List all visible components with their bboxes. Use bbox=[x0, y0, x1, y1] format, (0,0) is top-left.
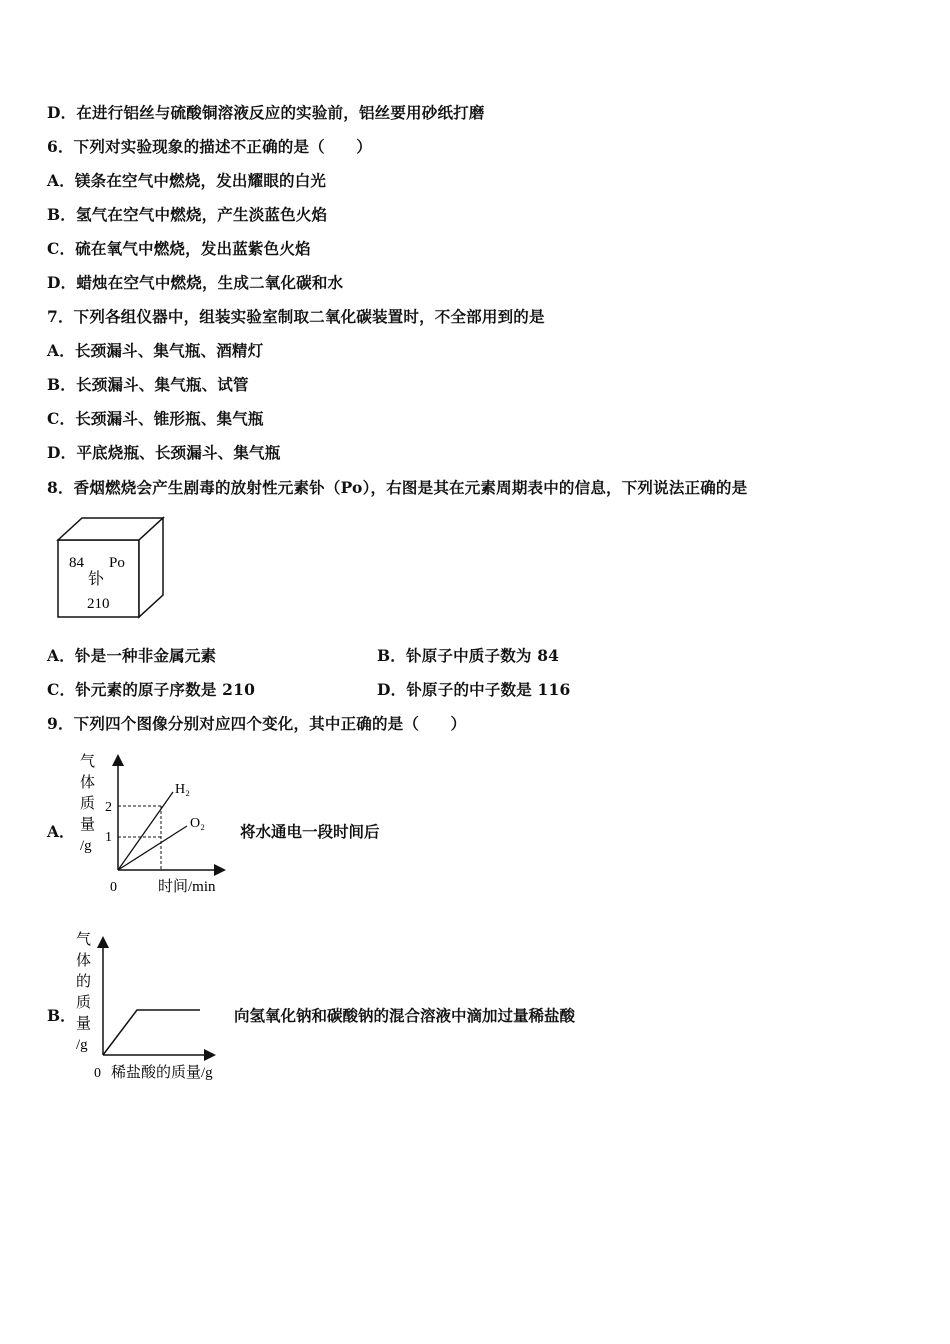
q8-option-d: D．钋原子的中子数是 116 bbox=[377, 680, 571, 699]
q6-stem: 6．下列对实验现象的描述不正确的是（ ） bbox=[47, 137, 372, 156]
element-card bbox=[55, 515, 167, 621]
q7-option-d: D．平底烧瓶、长颈漏斗、集气瓶 bbox=[47, 443, 281, 462]
fig-a-series-o2 bbox=[118, 826, 187, 870]
element-number: 84 bbox=[69, 555, 84, 571]
q7-option-b: B．长颈漏斗、集气瓶、试管 bbox=[47, 375, 249, 394]
fig-a-ylabel-unit: /g bbox=[80, 838, 92, 854]
element-symbol: Po bbox=[109, 555, 125, 571]
q7-option-a: A．长颈漏斗、集气瓶、酒精灯 bbox=[47, 341, 264, 360]
q7-stem: 7．下列各组仪器中，组装实验室制取二氧化碳装置时，不全部用到的是 bbox=[47, 307, 545, 326]
q8-option-c: C．钋元素的原子序数是 210 bbox=[47, 680, 256, 699]
q6-option-a: A．镁条在空气中燃烧，发出耀眼的白光 bbox=[47, 171, 327, 190]
q8-option-a: A．钋是一种非金属元素 bbox=[47, 646, 217, 665]
element-name: 钋 bbox=[88, 571, 105, 588]
fig-b-ylabel-char: 的 bbox=[76, 974, 92, 990]
q8-stem: 8．香烟燃烧会产生剧毒的放射性元素钋（Po），右图是其在元素周期表中的信息，下列说法正确的是 bbox=[47, 478, 748, 497]
fig-b-series-line bbox=[103, 1010, 200, 1055]
fig-a-option-label: A． bbox=[47, 822, 75, 841]
fig-a-caption: 将水通电一段时间后 bbox=[240, 822, 380, 841]
q8-option-b: B．钋原子中质子数为 84 bbox=[377, 646, 560, 665]
q5-option-d: D．在进行铝丝与硫酸铜溶液反应的实验前，铝丝要用砂纸打磨 bbox=[47, 103, 485, 122]
fig-a-ylabel-char: 量 bbox=[80, 817, 96, 833]
q6-option-b: B．氢气在空气中燃烧，产生淡蓝色火焰 bbox=[47, 205, 328, 224]
fig-a-ytick-1: 1 bbox=[105, 830, 112, 845]
fig-b-ylabel-unit: /g bbox=[76, 1037, 88, 1053]
fig-b-option-label: B． bbox=[47, 1006, 76, 1025]
q9-stem: 9．下列四个图像分别对应四个变化，其中正确的是（ ） bbox=[47, 714, 467, 733]
fig-a-ylabel-char: 体 bbox=[80, 775, 96, 791]
fig-b-ylabel-char: 质 bbox=[76, 995, 92, 1011]
fig-b-caption: 向氢氧化钠和碳酸钠的混合溶液中滴加过量稀盐酸 bbox=[234, 1006, 576, 1025]
fig-b-ylabel-char: 体 bbox=[76, 953, 92, 969]
fig-a-ylabel-char: 质 bbox=[80, 796, 96, 812]
fig-b-ylabel-char: 气 bbox=[76, 932, 92, 948]
fig-a-ytick-2: 2 bbox=[105, 800, 112, 815]
fig-b-origin: 0 bbox=[94, 1066, 101, 1081]
fig-a-ylabel-char: 气 bbox=[80, 754, 96, 770]
fig-b-chart bbox=[70, 928, 235, 1086]
fig-b-ylabel-char: 量 bbox=[76, 1016, 92, 1032]
element-mass: 210 bbox=[87, 596, 110, 612]
q6-option-c: C．硫在氧气中燃烧，发出蓝紫色火焰 bbox=[47, 239, 311, 258]
fig-b-xlabel: 稀盐酸的质量/g bbox=[111, 1065, 213, 1081]
fig-a-series-h2 bbox=[118, 792, 173, 870]
fig-a-series-h2-label: H₂ bbox=[175, 782, 190, 797]
q7-option-c: C．长颈漏斗、锥形瓶、集气瓶 bbox=[47, 409, 264, 428]
fig-a-xlabel: 时间/min bbox=[158, 879, 216, 895]
fig-a-series-o2-label: O₂ bbox=[190, 816, 205, 831]
q6-option-d: D．蜡烛在空气中燃烧，生成二氧化碳和水 bbox=[47, 273, 344, 292]
fig-a-chart bbox=[72, 748, 232, 898]
fig-a-origin: 0 bbox=[110, 880, 117, 895]
